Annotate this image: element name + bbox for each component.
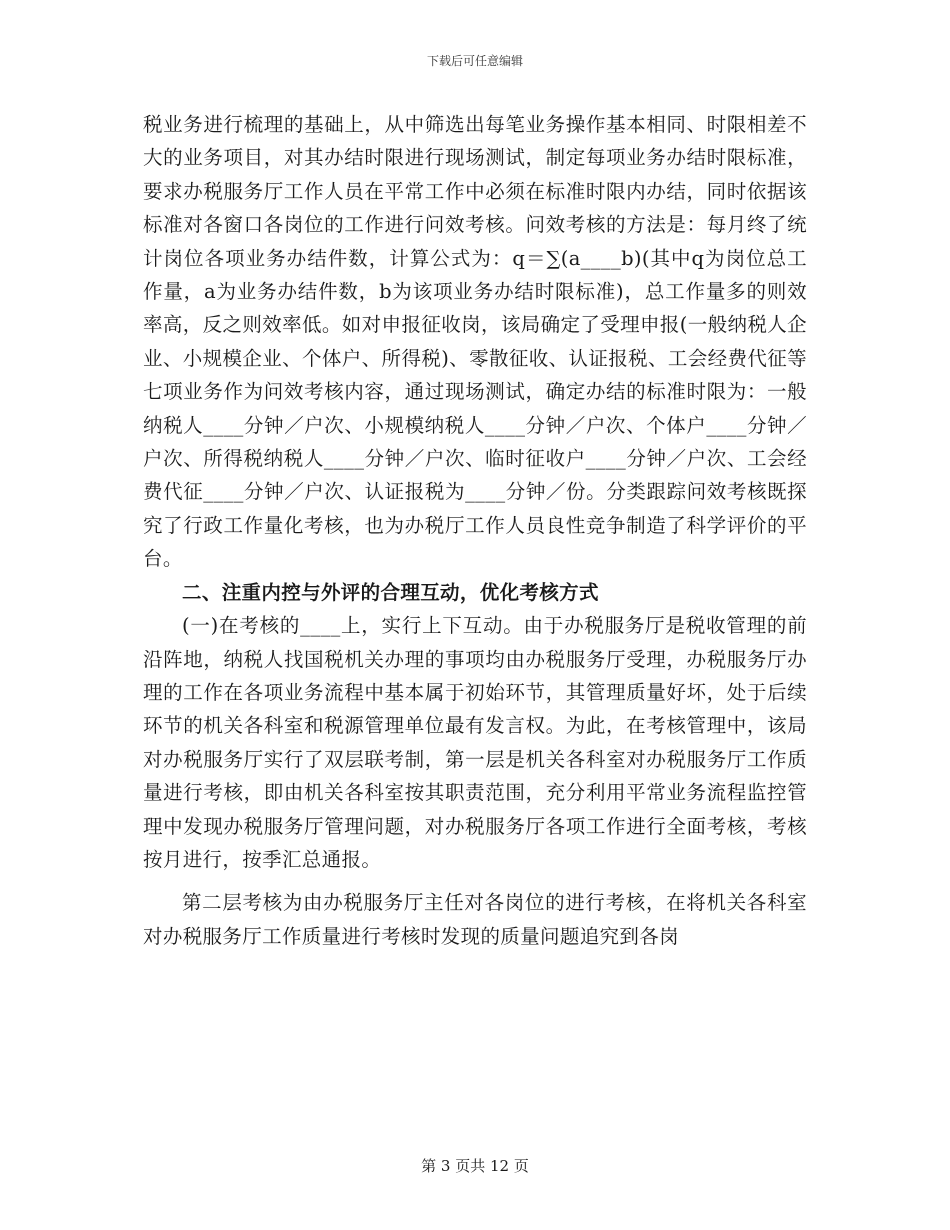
section-heading: 二、注重内控与外评的合理互动，优化考核方式 [182,580,599,604]
body-paragraph: (一)在考核的____上，实行上下互动。由于办税服务厅是税收管理的前沿阵地，纳税人找国税机关办理的事项均由办税服务厅受理，办税服务厅办理的工作在各项业务流程中基本属于初始环节，其管理质量好坏，处于后续环节的机关各科室和税源管理单位最有发言权。为此，在考核管理中，该局对办税服务厅实行了双层联考制，第一层是机关各科室对办税服务厅工作质量进行考核，即由机关各科室按其职责范围，充分利用平常业务流程监控管理中发现办税服务厅管理问题，对办税服务厅各项工作进行全面考核，考核按月进行，按季汇总通报。 [143,614,807,871]
body-paragraph: 税业务进行梳理的基础上，从中筛选出每笔业务操作基本相同、时限相差不大的业务项目，对其办结时限进行现场测试，制定每项业务办结时限标准，要求办税服务厅工作人员在平常工作中必须在标准时限内办结，同时依据该标准对各窗口各岗位的工作进行问效考核。问效考核的方法是：每月终了统计岗位各项业务办结件数，计算公式为：q＝∑(a____b)(其中q为岗位总工作量，a为业务办结件数，b为该项业务办结时限标准)，总工作量多的则效率高，反之则效率低。如对申报征收岗，该局确定了受理申报(一般纳税人企业、小规模企业、个体户、所得税)、零散征收、认证报税、工会经费代征等七项业务作为问效考核内容，通过现场测试，确定办结的标准时限为：一般纳税人____分钟／户次、小规模纳税人____分钟／户次、个体户____分钟／户次、所得税纳税人____分钟／户次、临时征收户____分钟／户次、工会经费代征____分钟／户次、认证报税为____分钟／份。分类跟踪问效考核既探究了行政工作量化考核，也为办税厅工作人员良性竞争制造了科学评价的平台。 [143,113,807,571]
page-header: 下载后可任意编辑 [426,54,523,68]
page-number: 第 3 页共 12 页 [421,1157,529,1175]
body-paragraph: 第二层考核为由办税服务厅主任对各岗位的进行考核，在将机关各科室对办税服务厅工作质量进行考核时发现的质量问题追究到各岗 [143,891,807,948]
document-body [143,108,807,953]
